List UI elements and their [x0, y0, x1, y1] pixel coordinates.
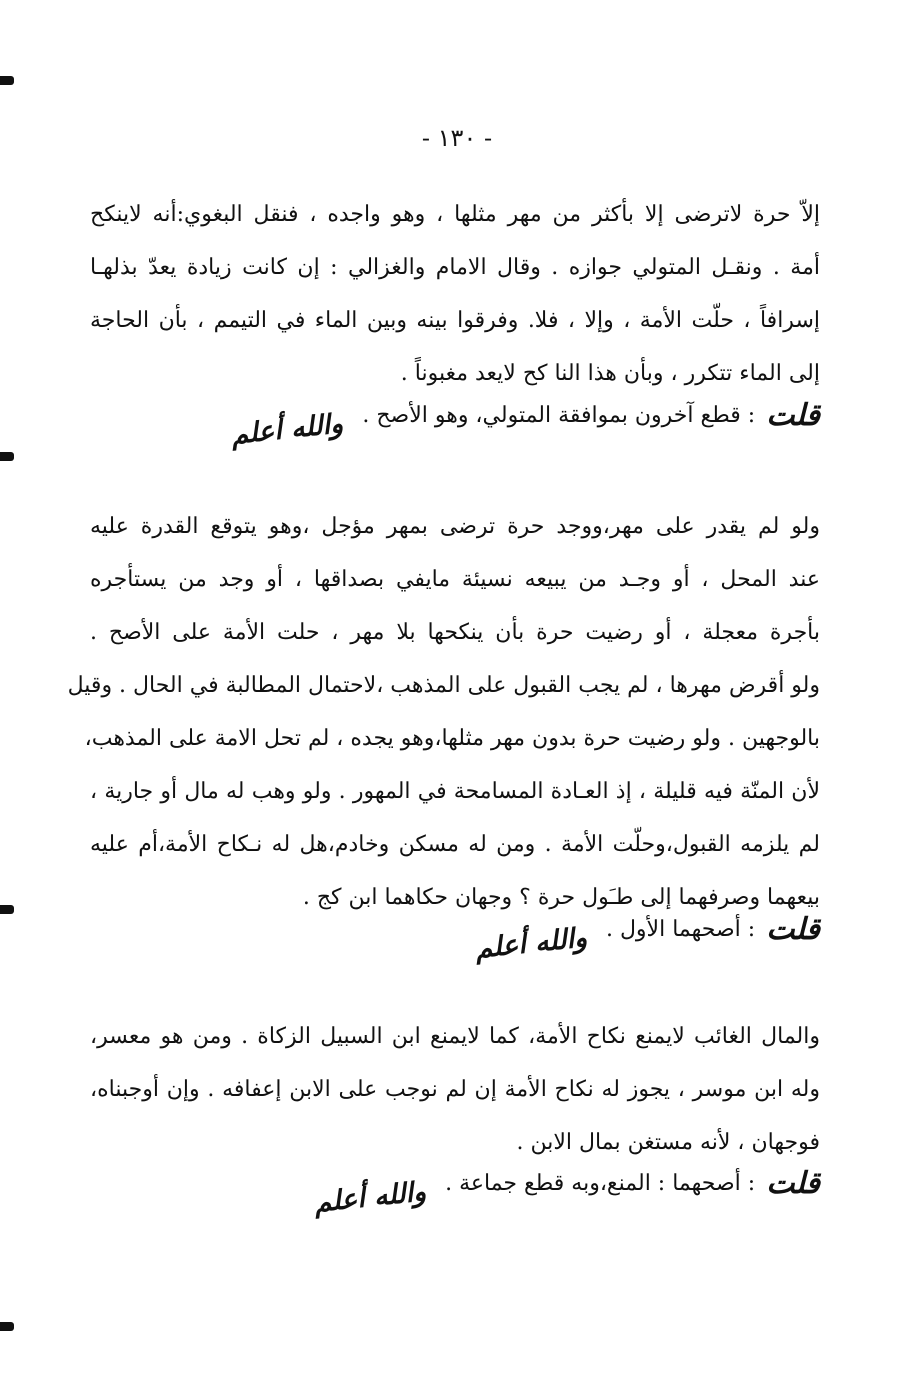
margin-mark: [0, 1322, 14, 1331]
closing-formula: والله أعلم: [312, 1176, 428, 1219]
text-line: أمة . ونقـل المتولي جوازه . وقال الامام والغزالي : إن كانت زيادة يعدّ بذلهـا: [90, 255, 820, 280]
page-number: - ١٣٠ -: [421, 124, 493, 152]
margin-mark: [0, 452, 14, 461]
paragraph-1: [90, 188, 820, 400]
note-1: [230, 398, 820, 458]
text-line: ولو أقرض مهرها ، لم يجب القبول على المذهب ،لاحتمال المطالبة في الحال . وقيل: [67, 673, 820, 698]
text-line: والمال الغائب لايمنع نكاح الأمة، كما لايمنع ابن السبيل الزكاة . ومن هو معسر،: [90, 1024, 820, 1049]
text-line: فوجهان ، لأنه مستغن بمال الابن .: [516, 1130, 820, 1155]
note-text: : أصحهما الأول .: [605, 917, 756, 942]
text-line: وله ابن موسر ، يجوز له نكاح الأمة إن لم نوجب على الابن إعفافه . وإن أوجبناه،: [90, 1077, 820, 1102]
text-line: بيعهما وصرفهما إلى طـَول حرة ؟ وجهان حكاهما ابن كج .: [302, 885, 820, 910]
margin-mark: [0, 76, 14, 85]
closing-formula: والله أعلم: [229, 408, 345, 451]
paragraph-2: [67, 500, 820, 924]
note-2: [230, 912, 820, 972]
text-line: لم يلزمه القبول،وحلّت الأمة . ومن له مسكن وخادم،هل له نـكاح الأمة،أم عليه: [90, 832, 820, 857]
margin-mark: [0, 905, 14, 914]
text-line: بالوجهين . ولو رضيت حرة بدون مهر مثلها،وهو يجده ، لم تحل الامة على المذهب،: [84, 726, 820, 751]
closing-formula: والله أعلم: [473, 922, 589, 965]
note-label: قلت: [766, 398, 820, 433]
text-line: إسرافاً ، حلّت الأمة ، وإلا ، فلا. وفرقوا بينه وبين الماء في التيمم ، بأن الحاجة: [90, 308, 820, 333]
note-label: قلت: [766, 1166, 820, 1201]
text-line: إلى الماء تتكرر ، وبأن هذا النا كح لايعد مغبوناً .: [400, 361, 820, 386]
text-line: إلاّ حرة لاترضى إلا بأكثر من مهر مثلها ، وهو واجده ، فنقل البغوي:أنه لاينكح: [90, 202, 820, 227]
text-line: بأجرة معجلة ، أو رضيت حرة بأن ينكحها بلا مهر ، حلت الأمة على الأصح .: [90, 620, 820, 645]
note-text: : قطع آخرون بموافقة المتولي، وهو الأصح .: [362, 403, 756, 428]
note-text: : أصحهما : المنع،وبه قطع جماعة .: [445, 1171, 756, 1196]
paragraph-3: [90, 1010, 820, 1169]
note-3: [230, 1166, 820, 1226]
text-line: لأن المنّة فيه قليلة ، إذ العـادة المسامحة في المهور . ولو وهب له مال أو جارية ،: [90, 779, 820, 804]
note-label: قلت: [766, 912, 820, 947]
text-line: ولو لم يقدر على مهر،ووجد حرة ترضى بمهر مؤجل ،وهو يتوقع القدرة عليه: [90, 514, 820, 539]
text-line: عند المحل ، أو وجـد من يبيعه نسيئة مايفي بصداقها ، أو وجد من يستأجره: [90, 567, 820, 592]
